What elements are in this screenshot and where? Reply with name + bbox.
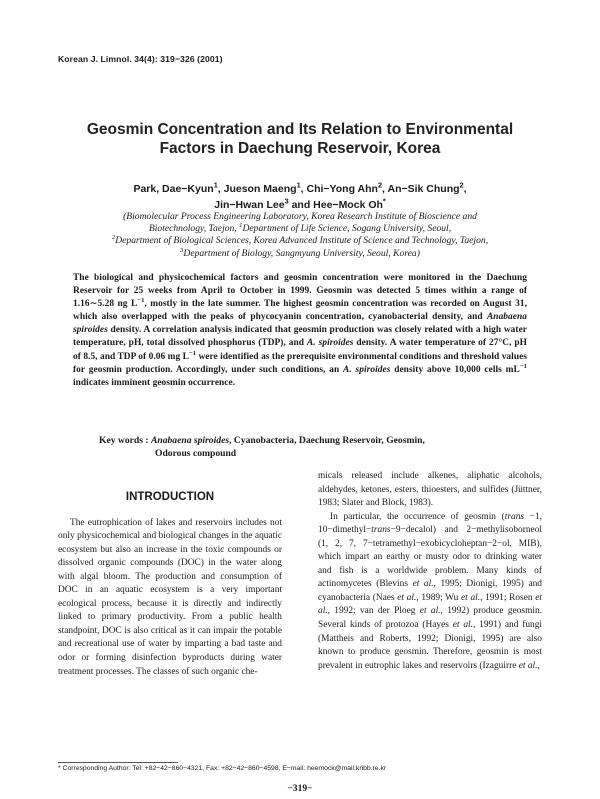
intro-paragraph-1-continued: micals released include alkenes, aliphatic alcohols, aldehydes, ketones, esters, thioesters, and sulfides (Jüttner, 1983; Slater and Block, 1983). [318,471,542,509]
corresponding-author-mark: * [382,196,386,205]
left-column [58,491,282,679]
intro-paragraph-2: In particular, the occurrence of geosmin (trans −1, 10−dimethyl−trans−9−decalol) and 2−methylisoborneol (1, 2, 7, 7−tetramethyl−exobicycloheptan−2−ol, MIB), which impart an earthy or musty odor to drinking water and fish is a worldwide problem. Many kinds of actinomycetes (Blevins et al., 1995; Dionigi, 1995) and cyanobacteria (Naes et al., 1989; Wu et al., 1991; Rosen et al., 1992; van der Ploeg et al., 1992) produce geosmin. Several kinds of protozoa (Hayes et al., 1991) and fungi (Mattheis and Roberts, 1992; Dionigi, 1995) are also known to produce geosmin. Therefore, geosmin is most prevalent in eutrophic lakes and reservoirs (Izaguirre et al., [318,511,543,671]
keywords [99,434,529,461]
abstract: The biological and physicochemical factors and geosmin concentration were monitored in the Daechung Reservoir for 25 weeks from April to October in 1999. Geosmin was detected 5 times within a range of 1.16∼5.28 ng $L^{-1}$, mostly in the late summer. The highest geosmin concentration was recorded on August 31, which also overlapped with the peaks of phycocyanin concentration, cyanobacterial density, and Anabaena spiroides density. A correlation analysis indicated that geosmin production was closely related with a high water temperature, pH, total dissolved phosphorus (TDP), and A. spiroides density. A water temperature of 27°C, pH of 8.5, and TDP of 0.06 mg $L^{-1}$ were identified as the prerequisite environmental conditions and threshold values for geosmin production. Accordingly, under such conditions, an A. spiroides density above 10,000 cells $mL^{-1}$ indicates imminent geosmin occurrence. [73,273,528,388]
title-line-1: Geosmin Concentration and Its Relation to Environmental [86,121,514,138]
title-line-2: Factors in Daechung Reservoir, Korea [159,140,441,157]
right-column [318,470,542,673]
footnote-divider [58,762,178,763]
author-affiliation-mark: 1 [296,180,301,190]
author-list [40,182,560,213]
author-name: Jueson Maeng [223,183,297,195]
author-name: Park, Dae−Kyun [133,183,214,195]
keywords-rest: , Cyanobacteria, Daechung Reservoir, Geosmin, [229,435,425,446]
corresponding-author-footnote: * Corresponding Author: Tel: +82−42−860−4321, Fax: +82−42−860−4598, E−mail: heemock@mail.kribb.re.kr [58,765,387,772]
author-line-1: Park, Dae−Kyun$^1$, Jueson Maeng$^1$, Chi−Yong Ahn$^2$, An−Sik Chung$^2$, [133,180,467,195]
author-affiliation-mark: 2 [459,180,464,190]
keywords-line-1 [99,434,529,447]
paper-title [40,120,560,158]
intro-paragraph-1: The eutrophication of lakes and reservoirs includes not only physicochemical and biological changes in the aquatic ecosystem but also an increase in the toxic compounds or dissolved organic compounds (DOC) in the water along with algal bloom. The production and consumption of DOC in an aquatic ecosystem is a very important ecological process, because it is directly and indirectly linked to primary productivity. From a public health standpoint, DOC is also critical as it can impair the potable and recreational use of water by imparting a bad taste and odor or forming disinfection byproducts during water treatment processes. The classes of such organic che- [58,517,282,677]
journal-reference: Korean J. Limnol. 34(4): 319−326 (2001) [58,54,223,64]
keywords-label: Key words : [99,435,151,446]
section-heading-introduction: INTRODUCTION [125,491,215,503]
affiliation-line-3: $^2$Department of Biological Sciences, Korea Advanced Institute of Science and Technology, Taejon, [111,234,489,247]
author-affiliation-mark: 2 [377,180,383,190]
affiliations [40,211,560,260]
keywords-line-2: Odorous compound [155,448,237,460]
author-name: Jin−Hwan Lee [214,198,285,211]
page-number: −319− [287,783,313,794]
affiliation-line-1: (Biomolecular Process Engineering Laboratory, Korea Research Institute of Bioscience and [123,211,477,222]
author-name: An−Sik Chung [387,183,460,195]
author-affiliation-mark: 1 [213,180,218,190]
keyword-italic: Anabaena spiroides [150,435,230,446]
author-line-2: Jin−Hwan Lee$^3$ and Hee−Mock Oh* [214,196,386,211]
author-affiliation-mark: 3 [284,196,289,205]
author-name: Chi−Yong Ahn [306,183,378,195]
affiliation-line-2: Biotechnology, Taejon, $^1$Department of Life Science, Sogang University, Seoul, [148,222,452,235]
affiliation-line-4: $^3$Department of Biology, Sangmyung University, Seoul, Korea) [180,246,420,259]
author-name: Hee−Mock Oh [313,198,383,211]
